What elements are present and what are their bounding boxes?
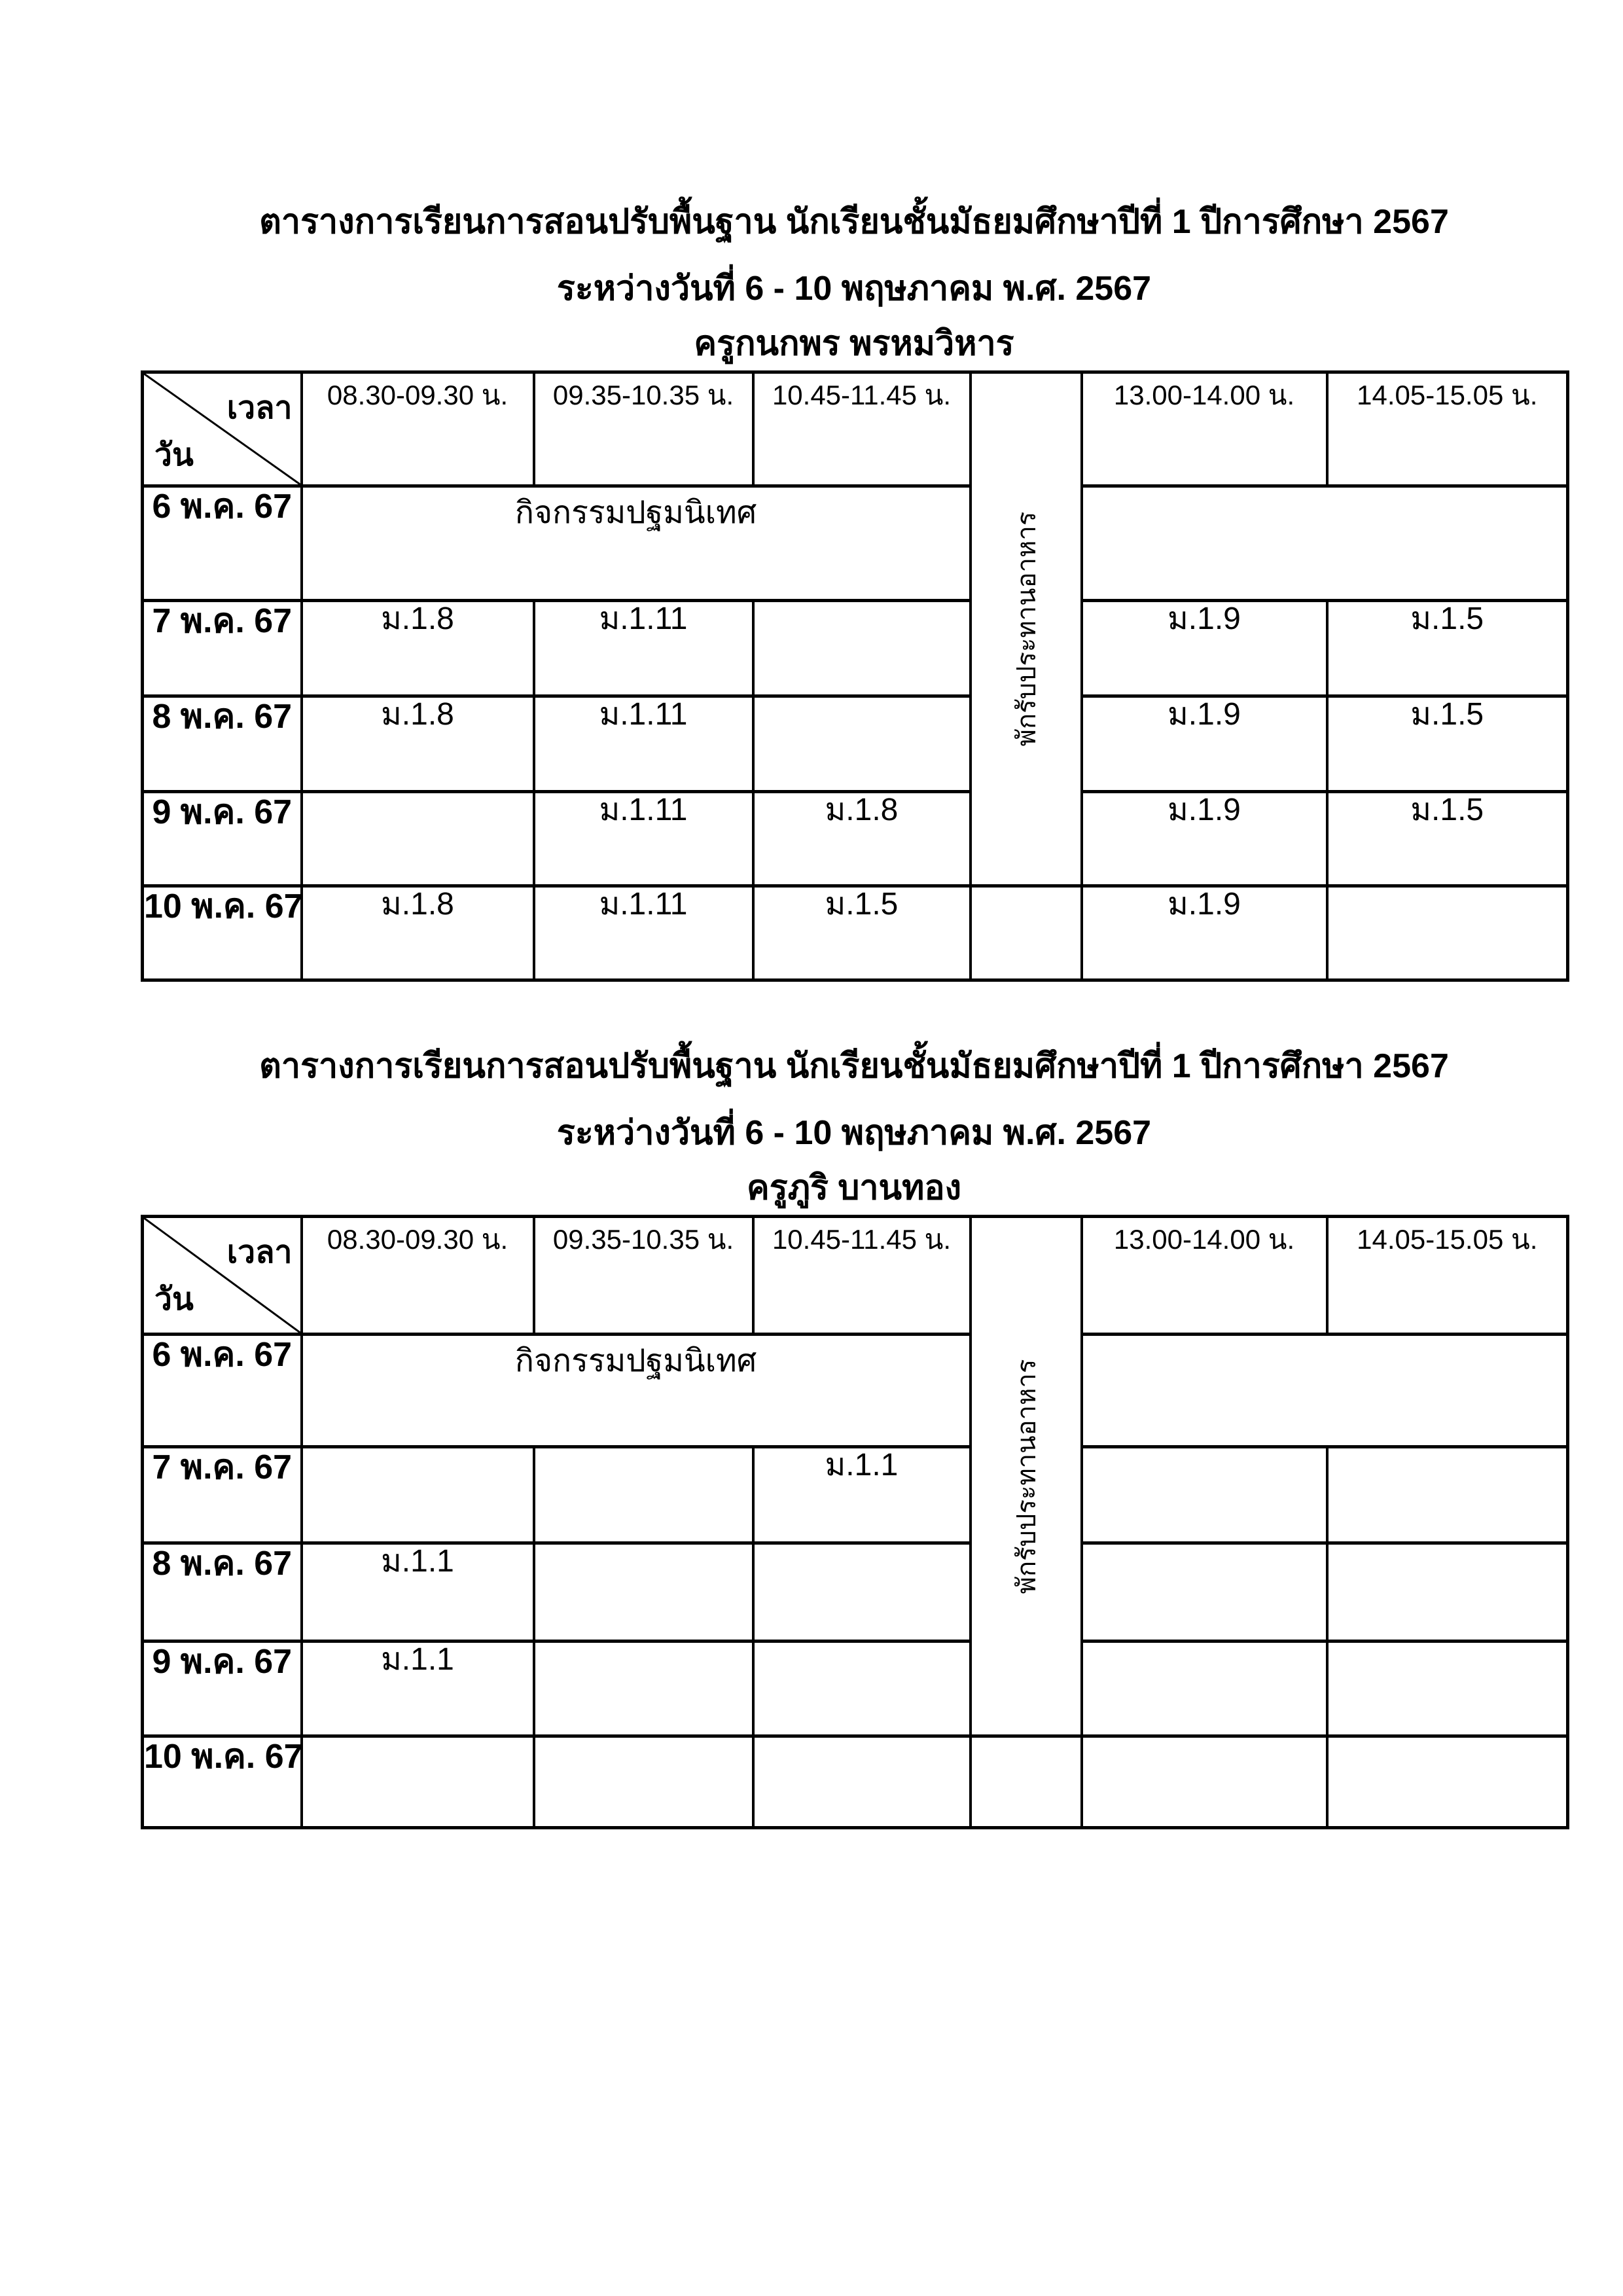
schedule-cell: ม.1.5 — [753, 886, 971, 980]
schedule-section-2 — [141, 1037, 1567, 1829]
schedule-cell: ม.1.8 — [302, 696, 534, 792]
schedule-cell: ม.1.1 — [753, 1447, 971, 1543]
date-range: ระหว่างวันที่ 6 - 10 พฤษภาคม พ.ศ. 2567 — [556, 1114, 1152, 1152]
teacher-name: ครูภูริ บานทอง — [746, 1169, 962, 1207]
timetable-2 — [141, 1215, 1569, 1829]
day-cell: 8 พ.ค. 67 — [143, 1543, 302, 1641]
corner-day-label: วัน — [154, 1282, 194, 1317]
corner-time-label: เวลา — [226, 391, 293, 425]
afternoon-merged-cell — [1082, 486, 1568, 601]
schedule-cell: ม.1.11 — [534, 792, 753, 886]
schedule-cell: ม.1.11 — [534, 696, 753, 792]
corner-day-label: วัน — [154, 438, 194, 473]
day-cell: 9 พ.ค. 67 — [143, 1641, 302, 1736]
page-title: ตารางการเรียนการสอนปรับพื้นฐาน นักเรียนชั้นมัธยมศึกษาปีที่ 1 ปีการศึกษา 2567 — [259, 1047, 1449, 1085]
schedule-cell — [302, 1736, 534, 1828]
schedule-cell: ม.1.5 — [1327, 601, 1568, 696]
schedule-cell: ม.1.11 — [534, 601, 753, 696]
lunch-break-cell — [971, 372, 1082, 886]
schedule-cell — [1327, 1543, 1568, 1641]
schedule-cell: ม.1.8 — [302, 601, 534, 696]
schedule-cell — [534, 1543, 753, 1641]
schedule-cell — [753, 601, 971, 696]
schedule-cell — [1327, 886, 1568, 980]
corner-time-label: เวลา — [226, 1235, 293, 1270]
day-cell: 10 พ.ค. 67 — [143, 1736, 302, 1828]
page-title: ตารางการเรียนการสอนปรับพื้นฐาน นักเรียนชั้นมัธยมศึกษาปีที่ 1 ปีการศึกษา 2567 — [259, 203, 1449, 241]
schedule-cell — [534, 1641, 753, 1736]
schedule-cell: ม.1.8 — [753, 792, 971, 886]
time-header-cell: 08.30-09.30 น. — [302, 372, 534, 486]
lunch-break-label: พักรับประทานอาหาร — [1012, 1359, 1041, 1594]
schedule-cell: ม.1.5 — [1327, 696, 1568, 792]
day-cell: 10 พ.ค. 67 — [143, 886, 302, 980]
timetable-1 — [141, 370, 1569, 982]
schedule-cell — [753, 1736, 971, 1828]
schedule-cell: ม.1.8 — [302, 886, 534, 980]
day-cell: 6 พ.ค. 67 — [143, 486, 302, 601]
schedule-cell: ม.1.9 — [1082, 696, 1327, 792]
schedule-cell — [753, 1543, 971, 1641]
corner-cell — [143, 1217, 302, 1335]
orientation-activity-cell: กิจกรรมปฐมนิเทศ — [302, 486, 971, 601]
schedule-cell — [1082, 1641, 1327, 1736]
day-cell: 7 พ.ค. 67 — [143, 1447, 302, 1543]
time-header-cell: 13.00-14.00 น. — [1082, 1217, 1327, 1335]
time-header-cell: 08.30-09.30 น. — [302, 1217, 534, 1335]
day-cell: 6 พ.ค. 67 — [143, 1335, 302, 1447]
time-header-cell: 14.05-15.05 น. — [1327, 372, 1568, 486]
schedule-cell: ม.1.1 — [302, 1641, 534, 1736]
schedule-cell — [302, 1447, 534, 1543]
schedule-cell — [753, 696, 971, 792]
schedule-cell — [1327, 1736, 1568, 1828]
schedule-cell: ม.1.1 — [302, 1543, 534, 1641]
date-range: ระหว่างวันที่ 6 - 10 พฤษภาคม พ.ศ. 2567 — [556, 270, 1152, 308]
time-header-cell: 09.35-10.35 น. — [534, 372, 753, 486]
time-header-cell: 13.00-14.00 น. — [1082, 372, 1327, 486]
schedule-cell: ม.1.9 — [1082, 792, 1327, 886]
lunch-break-label: พักรับประทานอาหาร — [1012, 511, 1041, 747]
corner-cell — [143, 372, 302, 486]
schedule-cell — [302, 792, 534, 886]
schedule-cell — [1082, 1736, 1327, 1828]
schedule-cell: ม.1.9 — [1082, 886, 1327, 980]
schedule-cell — [1082, 1543, 1327, 1641]
afternoon-merged-cell — [1082, 1335, 1568, 1447]
time-header-cell: 09.35-10.35 น. — [534, 1217, 753, 1335]
day-cell: 9 พ.ค. 67 — [143, 792, 302, 886]
time-header-cell: 14.05-15.05 น. — [1327, 1217, 1568, 1335]
lunch-break-cell — [971, 1217, 1082, 1736]
day-cell: 8 พ.ค. 67 — [143, 696, 302, 792]
schedule-cell — [753, 1641, 971, 1736]
time-header-cell: 10.45-11.45 น. — [753, 372, 971, 486]
lunch-cell-last-row — [971, 1736, 1082, 1828]
schedule-cell — [534, 1447, 753, 1543]
schedule-cell — [1082, 1447, 1327, 1543]
schedule-cell — [1327, 1447, 1568, 1543]
schedule-cell: ม.1.11 — [534, 886, 753, 980]
schedule-cell: ม.1.5 — [1327, 792, 1568, 886]
schedule-cell — [534, 1736, 753, 1828]
lunch-cell-last-row — [971, 886, 1082, 980]
day-cell: 7 พ.ค. 67 — [143, 601, 302, 696]
orientation-activity-cell: กิจกรรมปฐมนิเทศ — [302, 1335, 971, 1447]
teacher-name: ครูกนกพร พรหมวิหาร — [694, 325, 1014, 363]
schedule-cell — [1327, 1641, 1568, 1736]
schedule-section-1 — [141, 193, 1567, 982]
schedule-cell: ม.1.9 — [1082, 601, 1327, 696]
time-header-cell: 10.45-11.45 น. — [753, 1217, 971, 1335]
